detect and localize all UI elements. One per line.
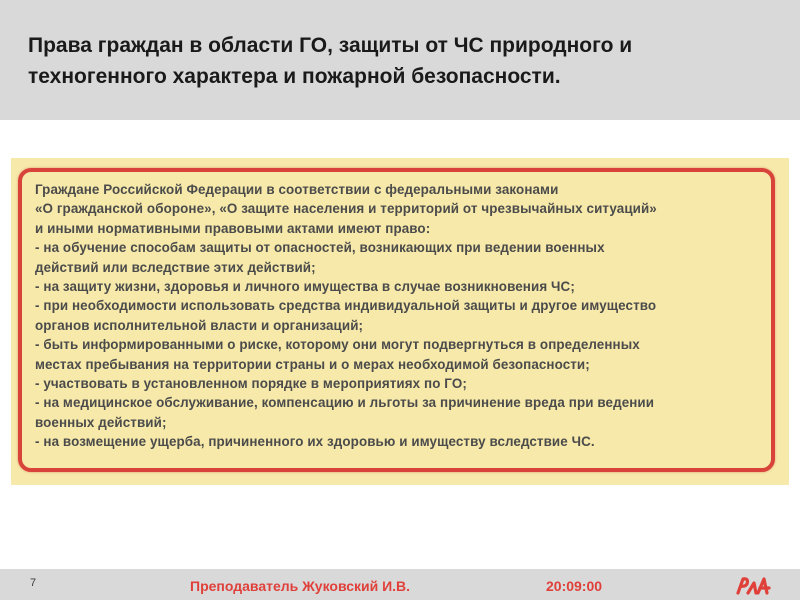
text-line: - участвовать в установленном порядке в мероприятиях по ГО; <box>35 376 467 392</box>
text-line: «О гражданской обороне», «О защите населения и территорий от чрезвычайных ситуаций» <box>35 201 657 217</box>
text-line: - на защиту жизни, здоровья и личного имущества в случае возникновения ЧС; <box>35 279 575 295</box>
page-number: 7 <box>30 577 37 589</box>
slide-footer <box>0 569 800 600</box>
text-line: и иными нормативными правовыми актами имеют право: <box>35 220 431 236</box>
text-line: органов исполнительной власти и организаций; <box>35 317 364 333</box>
text-line: Граждане Российской Федерации в соответствии с федеральными законами <box>35 182 559 197</box>
slide-title-line: Права граждан в области ГО, защиты от ЧС природного и <box>28 34 633 57</box>
content-panel <box>11 158 789 485</box>
slide-title-line: техногенного характера и пожарной безопасности. <box>28 65 561 88</box>
rzd-logo-icon <box>734 573 774 597</box>
slide-title <box>28 30 768 92</box>
author-label: Преподаватель Жуковский И.В. <box>190 578 411 594</box>
text-line: местах пребывания на территории страны и о мерах необходимой безопасности; <box>35 356 590 372</box>
time-label: 20:09:00 <box>546 578 603 594</box>
text-line: - быть информированными о риске, которому они могут подвергнуться в определенных <box>35 337 640 353</box>
rights-text <box>35 180 775 452</box>
text-line: - при необходимости использовать средства индивидуальной защиты и другое имущество <box>35 298 657 314</box>
text-line: военных действий; <box>35 414 167 430</box>
text-line: - на обучение способам защиты от опасностей, возникающих при ведении военных <box>35 240 605 256</box>
text-line: - на медицинское обслуживание, компенсацию и льготы за причинение вреда при ведении <box>35 395 655 411</box>
slide-header <box>0 0 800 120</box>
text-line: - на возмещение ущерба, причиненного их здоровью и имуществу вследствие ЧС. <box>35 434 595 450</box>
text-line: действий или вследствие этих действий; <box>35 259 316 275</box>
